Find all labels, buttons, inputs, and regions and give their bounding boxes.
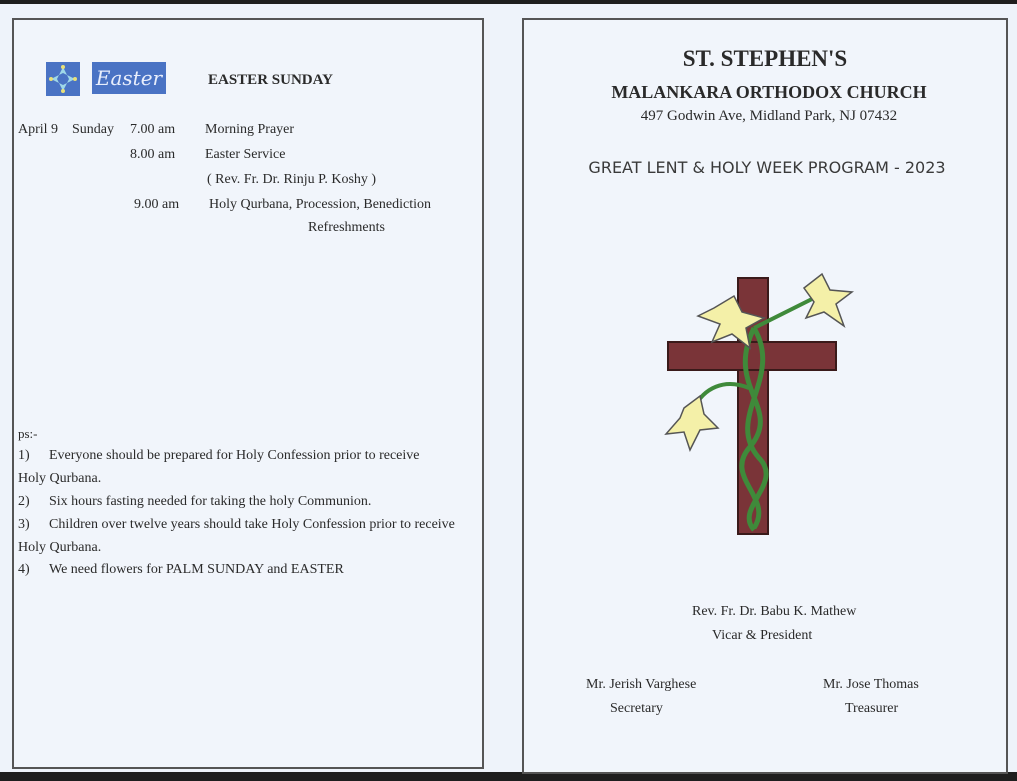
- vicar-role: Vicar & President: [712, 628, 813, 643]
- note-number: 2): [18, 494, 30, 509]
- schedule-event: Holy Qurbana, Procession, Benediction: [209, 197, 432, 212]
- note-text-cont: Holy Qurbana.: [18, 471, 102, 486]
- church-title: ST. STEPHEN'S: [682, 46, 848, 71]
- scanned-document: [0, 4, 1017, 772]
- easter-logo-text: Easter: [95, 66, 163, 90]
- schedule-event: Refreshments: [308, 220, 385, 235]
- schedule-day: Sunday: [72, 122, 114, 137]
- easter-cross-icon: [46, 62, 80, 96]
- notes-label: ps:-: [18, 426, 38, 441]
- schedule-event: Easter Service: [205, 147, 286, 162]
- note-text: Six hours fasting needed for taking the holy Communion.: [49, 494, 372, 509]
- note-text: Children over twelve years should take Holy Confession prior to receive: [49, 517, 455, 532]
- note-number: 4): [18, 562, 30, 577]
- schedule-time: 8.00 am: [130, 147, 176, 162]
- left-page: [12, 18, 484, 769]
- cross-with-lilies-illustration: [654, 268, 874, 538]
- note-text-cont: Holy Qurbana.: [18, 540, 102, 555]
- church-address: 497 Godwin Ave, Midland Park, NJ 07432: [640, 108, 898, 124]
- schedule-time: 9.00 am: [134, 197, 180, 212]
- secretary-role: Secretary: [610, 701, 663, 716]
- treasurer-name: Mr. Jose Thomas: [823, 677, 919, 692]
- schedule-event: ( Rev. Fr. Dr. Rinju P. Koshy ): [207, 172, 377, 187]
- note-number: 1): [18, 448, 30, 463]
- easter-logo: [92, 62, 166, 94]
- secretary-name: Mr. Jerish Varghese: [586, 677, 697, 692]
- note-text: Everyone should be prepared for Holy Confession prior to receive: [49, 448, 420, 463]
- schedule-time: 7.00 am: [130, 122, 176, 137]
- treasurer-role: Treasurer: [845, 701, 899, 716]
- program-title: GREAT LENT & HOLY WEEK PROGRAM - 2023: [588, 158, 946, 177]
- church-subtitle: MALANKARA ORTHODOX CHURCH: [611, 82, 927, 102]
- section-heading: EASTER SUNDAY: [208, 72, 333, 88]
- right-page: [522, 18, 1008, 774]
- vicar-name: Rev. Fr. Dr. Babu K. Mathew: [692, 604, 857, 619]
- schedule-event: Morning Prayer: [205, 122, 295, 137]
- note-number: 3): [18, 517, 30, 532]
- schedule-date: April 9: [18, 122, 59, 137]
- note-text: We need flowers for PALM SUNDAY and EASTER: [49, 562, 344, 577]
